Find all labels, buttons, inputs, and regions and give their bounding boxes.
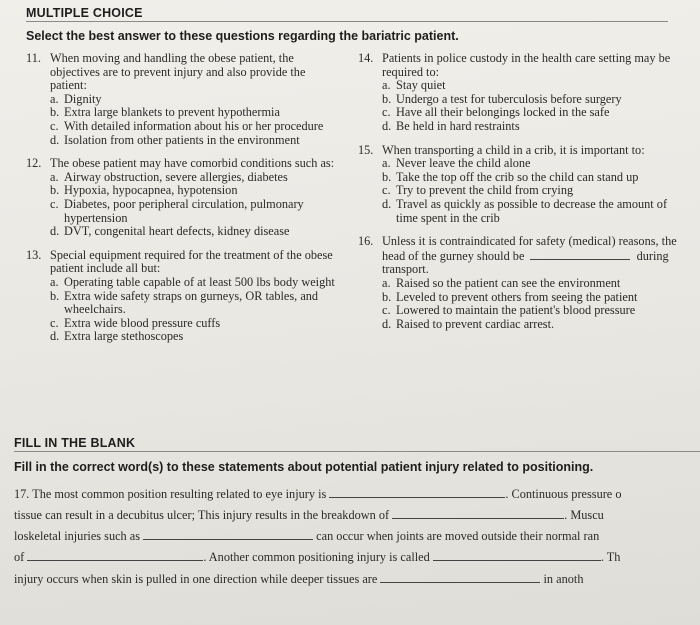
fill-text: of: [14, 550, 25, 564]
option-letter: b.: [382, 169, 392, 184]
fill-text: . Th: [600, 550, 621, 564]
option-text: Hypoxia, hypocapnea, hypotension: [64, 183, 238, 198]
question-stem-text: When transporting a child in a crib, it is important to:: [382, 142, 645, 157]
option-text: Extra large blankets to prevent hypothermia: [64, 105, 280, 120]
option-text: Lowered to maintain the patient's blood pressure: [396, 303, 636, 318]
question-stem-continuation: during transport.: [382, 248, 669, 277]
option-letter: a.: [382, 156, 391, 171]
answer-blank[interactable]: [392, 508, 564, 519]
question-text: [50, 157, 344, 171]
option-text: Never leave the child alone: [396, 156, 531, 171]
question-stem: [358, 52, 688, 79]
answer-option[interactable]: [26, 290, 344, 317]
option-text: Have all their belongings locked in the safe: [396, 105, 610, 120]
fill-text: injury occurs when skin is pulled in one direction while deeper tissues are: [14, 572, 378, 586]
answer-option[interactable]: [358, 106, 688, 120]
option-letter: a.: [382, 78, 391, 93]
answer-option[interactable]: [26, 330, 344, 344]
answer-option[interactable]: [26, 225, 344, 239]
option-letter: c.: [382, 105, 391, 120]
option-letter: b.: [50, 288, 60, 303]
option-letter: a.: [50, 274, 59, 289]
question-number: 14.: [358, 51, 374, 65]
question-text: [50, 249, 344, 276]
answer-blank[interactable]: [143, 529, 313, 540]
answer-option[interactable]: [26, 93, 344, 107]
option-letter: d.: [382, 316, 392, 331]
answer-option[interactable]: [26, 198, 344, 225]
option-text: Leveled to prevent others from seeing the patient: [396, 289, 638, 304]
question-stem-text: The obese patient may have comorbid conditions such as:: [50, 156, 335, 171]
fill-text: can occur when joints are moved outside their normal ran: [316, 529, 600, 543]
option-letter: d.: [382, 196, 392, 211]
question-text: [50, 52, 344, 93]
option-letter: b.: [382, 91, 392, 106]
answer-blank[interactable]: [433, 550, 601, 561]
fill-text: . Continuous pressure o: [505, 487, 622, 501]
option-letter: b.: [50, 105, 60, 120]
option-letter: c.: [50, 118, 59, 133]
question-number: 13.: [26, 247, 42, 262]
answer-option[interactable]: [358, 157, 688, 171]
answer-option[interactable]: [358, 304, 688, 318]
question-12: [26, 157, 344, 239]
fill-text: . Another common positioning injury is called: [203, 550, 430, 564]
option-text: Diabetes, poor peripheral circulation, pulmonary hypertension: [64, 196, 304, 225]
fill-line-5: [14, 572, 583, 587]
answer-blank[interactable]: [27, 550, 203, 561]
answer-option[interactable]: [358, 318, 688, 332]
question-stem: [358, 144, 688, 158]
question-stem-text: When moving and handling the obese patient, the objectives are to prevent injury and also provide the patient:: [50, 51, 306, 93]
option-letter: d.: [50, 224, 60, 239]
question-stem-text: Special equipment required for the treatment of the obese patient include all but:: [50, 247, 333, 276]
option-text: Extra wide safety straps on gurneys, OR tables, and wheelchairs.: [64, 288, 319, 317]
answer-option[interactable]: [26, 171, 344, 185]
fill-line-3: [14, 529, 599, 544]
option-text: Isolation from other patients in the environment: [64, 132, 300, 147]
option-letter: d.: [50, 132, 60, 147]
option-letter: c.: [382, 183, 391, 198]
option-text: Take the top off the crib so the child can stand up: [396, 169, 639, 184]
answer-option[interactable]: [358, 198, 688, 225]
option-text: Stay quiet: [396, 78, 446, 93]
question-number: 11.: [26, 51, 41, 65]
option-text: Extra large stethoscopes: [64, 329, 184, 344]
option-letter: a.: [50, 169, 59, 184]
multiple-choice-rule: [26, 21, 668, 22]
answer-option[interactable]: [358, 93, 688, 107]
answer-option[interactable]: [358, 291, 688, 305]
multiple-choice-instruction: Select the best answer to these questions regarding the bariatric patient.: [26, 29, 459, 43]
question-number: 15.: [358, 142, 374, 157]
option-letter: c.: [382, 303, 391, 318]
option-letter: c.: [50, 196, 59, 211]
answer-blank[interactable]: [380, 572, 540, 583]
question-text: [382, 235, 688, 277]
question-14: [358, 52, 688, 134]
question-stem: [26, 157, 344, 171]
option-text: Dignity: [64, 91, 102, 106]
option-text: Operating table capable of at least 500 lbs body weight: [64, 274, 335, 289]
answer-option[interactable]: [358, 277, 688, 291]
question-number: 12.: [26, 156, 42, 171]
option-text: Travel as quickly as possible to decrease the amount of time spent in the crib: [396, 196, 668, 225]
fill-in-blank-rule: [14, 451, 700, 452]
answer-option[interactable]: [26, 317, 344, 331]
option-letter: a.: [50, 91, 59, 106]
answer-option[interactable]: [358, 171, 688, 185]
fill-text: in anoth: [543, 572, 584, 586]
question-stem-text: Unless it is contraindicated for safety (medical) reasons, the head of the gurney should be: [382, 234, 677, 263]
option-letter: b.: [50, 183, 60, 198]
option-text: With detailed information about his or her procedure: [64, 118, 324, 133]
multiple-choice-header: MULTIPLE CHOICE: [26, 6, 143, 20]
option-letter: c.: [50, 315, 59, 330]
answer-option[interactable]: [358, 184, 688, 198]
answer-option[interactable]: [26, 134, 344, 148]
question-stem: [358, 235, 688, 277]
option-text: Raised so the patient can see the environment: [396, 275, 621, 290]
question-16: [358, 235, 688, 331]
fill-in-blank-instruction: Fill in the correct word(s) to these statements about potential patient injury related to positioning.: [14, 460, 594, 474]
option-text: Raised to prevent cardiac arrest.: [396, 316, 555, 331]
question-stem: [26, 52, 344, 93]
answer-option[interactable]: [26, 106, 344, 120]
question-15: [358, 144, 688, 226]
option-text: Be held in hard restraints: [396, 118, 520, 133]
answer-option[interactable]: [358, 79, 688, 93]
answer-blank[interactable]: [329, 487, 505, 498]
question-13: [26, 249, 344, 344]
question-stem-text: Patients in police custody in the health care setting may be required to:: [382, 51, 671, 79]
option-letter: d.: [382, 118, 392, 133]
answer-option[interactable]: [358, 120, 688, 134]
option-letter: b.: [382, 289, 392, 304]
question-text: [382, 52, 688, 79]
questions-left-column: [26, 52, 344, 354]
questions-right-column: [358, 52, 688, 341]
option-text: Airway obstruction, severe allergies, diabetes: [64, 169, 288, 184]
question-11: [26, 52, 344, 147]
answer-option[interactable]: [26, 120, 344, 134]
question-stem: [26, 249, 344, 276]
answer-option[interactable]: [26, 276, 344, 290]
fill-line-2: [14, 508, 604, 523]
option-text: Undergo a test for tuberculosis before surgery: [396, 91, 622, 106]
option-letter: a.: [382, 275, 391, 290]
fill-text: tissue can result in a decubitus ulcer; This injury results in the breakdown of: [14, 508, 390, 522]
option-letter: d.: [50, 329, 60, 344]
fill-line-1: [14, 487, 622, 502]
fill-text: . Muscu: [564, 508, 604, 522]
q17-text: 17. The most common position resulting related to eye injury is: [14, 487, 327, 501]
answer-option[interactable]: [26, 184, 344, 198]
option-text: Extra wide blood pressure cuffs: [64, 315, 221, 330]
question-number: 16.: [358, 234, 374, 249]
answer-blank[interactable]: [530, 249, 630, 260]
option-text: Try to prevent the child from crying: [396, 183, 574, 198]
fill-text: loskeletal injuries such as: [14, 529, 141, 543]
option-text: DVT, congenital heart defects, kidney disease: [64, 224, 290, 239]
question-text: [382, 144, 688, 158]
fill-in-blank-header: FILL IN THE BLANK: [14, 436, 136, 450]
fill-line-4: [14, 550, 620, 565]
